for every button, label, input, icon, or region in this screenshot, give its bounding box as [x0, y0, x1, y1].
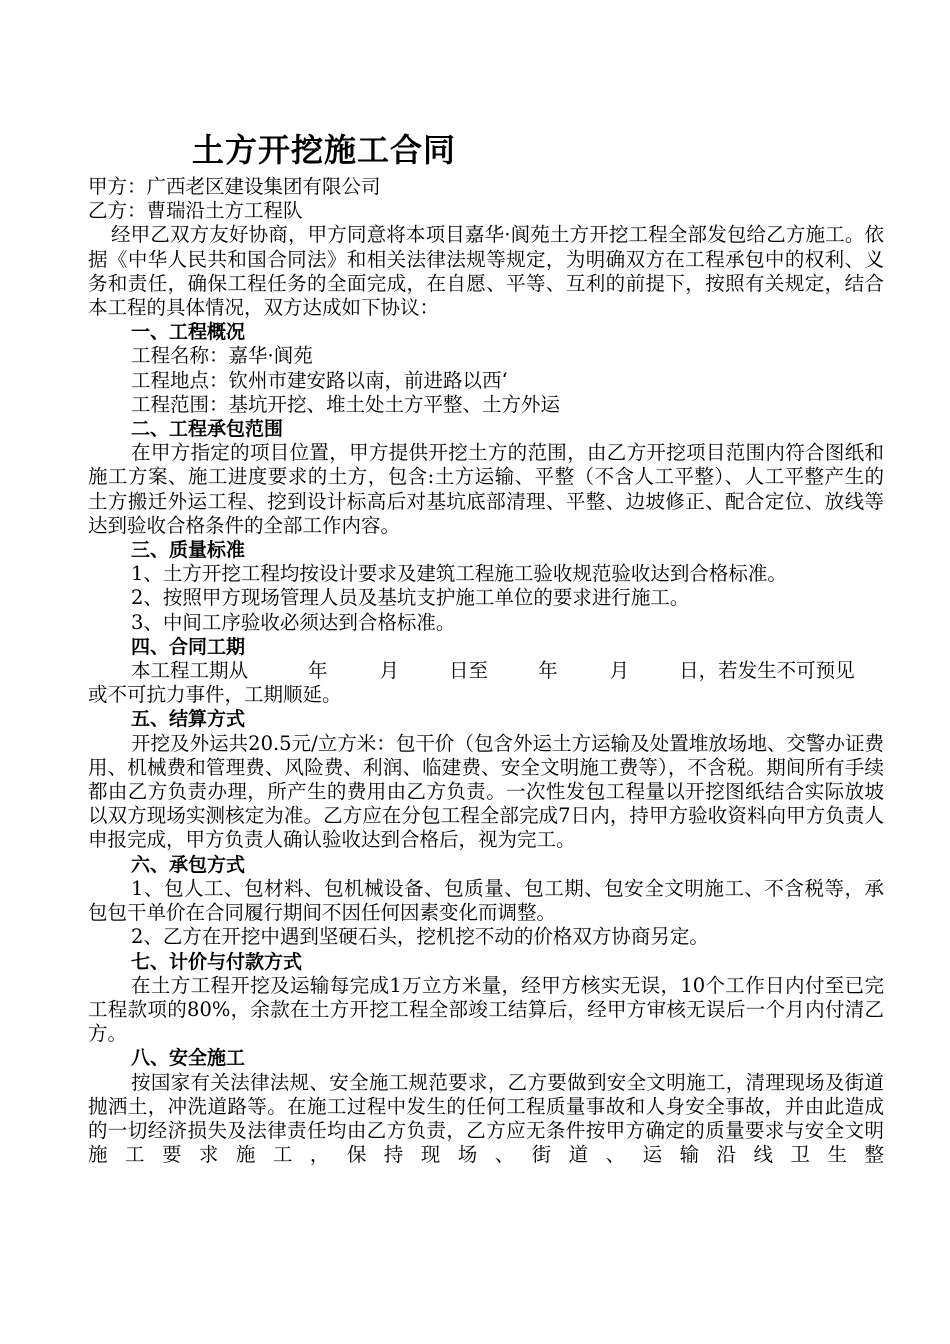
contract-method-item-2: 2、乙方在开挖中遇到坚硬石头，挖机挖不动的价格双方协商另定。	[131, 925, 709, 949]
project-scope: 工程范围：基坑开挖、堆土处土方平整、土方外运	[131, 392, 561, 416]
section-heading-quality: 三、质量标准	[131, 539, 246, 562]
period-prefix: 本工程工期从	[131, 659, 249, 683]
intro-paragraph: 经甲乙双方友好协商，甲方同意将本项目嘉华·阆苑土方开挖工程全部发包给乙方施工。依据《中华人民共和国合同法》和相关法律法规等规定，为明确双方在工程承包中的权利、义务和责任，确保工程任务的全面完成，在自愿、平等、互利的前提下，按照有关规定，结合本工程的具体情况，双方达成如下协议：	[88, 223, 884, 320]
quality-item-3: 3、中间工序验收必须达到合格标准。	[131, 610, 456, 634]
safety-paragraph: 按国家有关法律法规、安全施工规范要求，乙方要做到安全文明施工，清理现场及街道抛洒土，冲洗道路等。在施工过程中发生的任何工程质量事故和人身安全事故，并由此造成的一切经济损失及法律责任均由乙方负责，乙方应无条件按甲方确定的质量要求与安全文明施工要求施工，保持现场、街道、运输沿线卫生整	[88, 1070, 884, 1167]
section-heading-overview: 一、工程概况	[131, 321, 246, 344]
period-month-2: 月	[609, 659, 630, 683]
party-b: 乙方：曹瑞沿土方工程队	[88, 199, 303, 223]
project-location: 工程地点：钦州市建安路以南，前进路以西‘	[131, 368, 508, 392]
project-name: 工程名称：嘉华·阆苑	[131, 344, 313, 368]
section-heading-payment: 七、计价与付款方式	[131, 950, 303, 973]
period-year-2: 年	[538, 659, 558, 683]
section-heading-safety: 八、安全施工	[131, 1047, 246, 1070]
contract-method-item-1: 1、包人工、包材料、包机械设备、包质量、包工期、包安全文明施工、不含税等，承包包干单价在合同履行期间不因任何因素变化而调整。	[88, 876, 884, 925]
payment-paragraph: 在土方工程开挖及运输每完成1万立方米量，经甲方核实无误，10个工作日内付至已完工程款项的80%，余款在土方开挖工程全部竣工结算后，经甲方审核无误后一个月内付清乙方。	[88, 973, 884, 1046]
settlement-paragraph: 开挖及外运共20.5元/立方米：包干价（包含外运土方运输及处置堆放场地、交警办证费用、机械费和管理费、风险费、利润、临建费、安全文明施工费等），不含税。期间所有手续都由乙方负责办理，所产生的费用由乙方负责。一次性发包工程量以开挖图纸结合实际放坡以双方现场实测核定为准。乙方应在分包工程全部完成7日内，持甲方验收资料向甲方负责人申报完成，甲方负责人确认验收达到合格后，视为完工。	[88, 731, 884, 852]
period-suffix: 日，若发生不可预见	[679, 659, 855, 683]
section-heading-settlement: 五、结算方式	[131, 708, 246, 731]
period-day-1: 日至	[449, 659, 489, 683]
period-line-2: 或不可抗力事件，工期顺延。	[88, 683, 342, 707]
period-month-1: 月	[379, 659, 400, 683]
quality-item-1: 1、土方开挖工程均按设计要求及建筑工程施工验收规范验收达到合格标准。	[131, 562, 787, 586]
section-heading-contract-scope: 二、工程承包范围	[131, 418, 284, 441]
quality-item-2: 2、按照甲方现场管理人员及基坑支护施工单位的要求进行施工。	[131, 586, 690, 610]
section-heading-contract-method: 六、承包方式	[131, 853, 246, 876]
section-heading-period: 四、合同工期	[131, 635, 246, 658]
contract-page	[88, 125, 884, 1167]
period-year-1: 年	[308, 659, 328, 683]
contract-scope-paragraph: 在甲方指定的项目位置，甲方提供开挖土方的范围，由乙方开挖项目范围内符合图纸和施工方案、施工进度要求的土方，包含:土方运输、平整（不含人工平整）、人工平整产生的土方搬迁外运工程、挖到设计标高后对基坑底部清理、平整、边坡修正、配合定位、放线等达到验收合格条件的全部工作内容。	[88, 441, 884, 537]
period-line	[88, 659, 884, 683]
document-title: 土方开挖施工合同	[192, 131, 457, 169]
party-a: 甲方：广西老区建设集团有限公司	[88, 175, 381, 198]
